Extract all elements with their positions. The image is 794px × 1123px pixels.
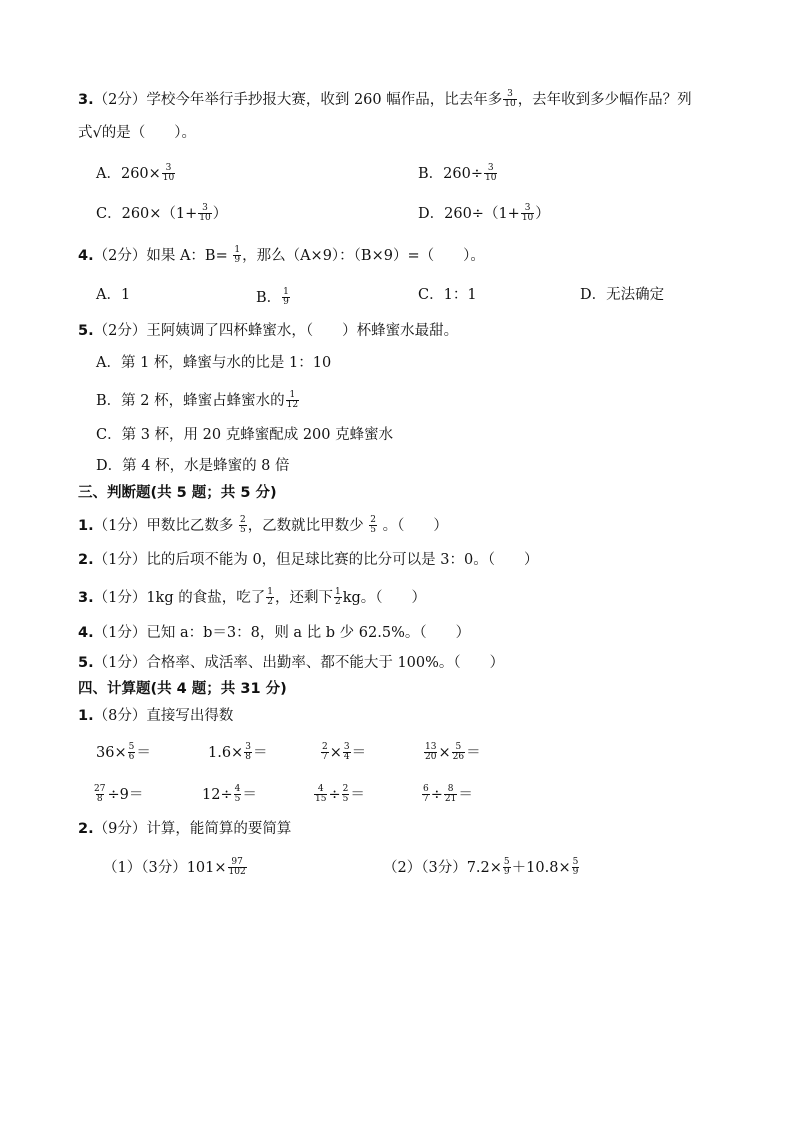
fraction: $\frac{1}{9}$ [283, 287, 289, 308]
section-title-calculation: 四、计算题(共 4 题；共 31 分) [78, 681, 287, 697]
question-number: 5. [78, 323, 94, 339]
fraction: $\frac{2}{5}$ [239, 515, 246, 536]
option-c[interactable]: C．第 3 杯，用 20 克蜂蜜配成 200 克蜂蜜水 [96, 427, 394, 443]
fraction: $\frac{3}{10}$ [199, 203, 211, 224]
question-5: 5.（2分）王阿姨调了四杯蜂蜜水，（ ）杯蜂蜜水最甜。 [78, 323, 459, 339]
fraction: $\frac{3}{10}$ [484, 163, 497, 184]
fraction: $\frac{3}{10}$ [521, 203, 534, 224]
fraction: $\frac{1}{2}$ [334, 587, 341, 608]
option-b[interactable]: B．第 2 杯，蜂蜜占蜂蜜水的 $\frac{1}{12}$ [96, 390, 299, 411]
calc-item: $\frac{6}{7}$ ÷ $\frac{8}{21}$ ＝ [423, 784, 473, 805]
question-number: 3. [78, 91, 94, 108]
question-number: 4. [78, 247, 94, 264]
calc-item: $\frac{4}{15}$ ÷ $\frac{2}{5}$ ＝ [315, 784, 365, 805]
sub-question-1: （1）（3分）101× $\frac{97}{102}$ [103, 857, 246, 878]
judgment-5: 5.（1分）合格率、成活率、出勤率、都不能大于 100%。（ ） [78, 655, 505, 671]
option-b[interactable]: B．260÷ $\frac{3}{10}$ [418, 163, 497, 184]
judgment-3: 3.（1分）1kg 的食盐，吃了 $\frac{1}{2}$ ，还剩下 $\frac{1}{2}$ kg。（ ） [78, 587, 427, 608]
sub-question-2: （2）（3分）7.2× $\frac{5}{9}$ ＋10.8× $\frac{5}{9}$ [383, 857, 579, 878]
fraction: $\frac{1}{9}$ [234, 245, 241, 266]
judgment-4: 4.（1分）已知 a：b＝3：8，则 a 比 b 少 62.5%。（ ） [78, 625, 471, 641]
calc-item: $\frac{2}{7}$ × $\frac{3}{4}$ ＝ [322, 742, 367, 763]
fraction: $\frac{3}{10}$ [504, 89, 516, 110]
fraction: $\frac{2}{5}$ [370, 515, 377, 536]
fraction: $\frac{1}{2}$ [267, 587, 273, 608]
calc-item: $\frac{13}{20}$ × $\frac{5}{26}$ ＝ [425, 742, 481, 763]
option-c[interactable]: C．1：1 [418, 287, 477, 303]
calc-item: 12÷ $\frac{4}{5}$ ＝ [202, 784, 257, 805]
judgment-1: 1.（1分）甲数比乙数多 $\frac{2}{5}$ ，乙数就比甲数少 $\frac{2}{5}$ 。（ ） [78, 515, 448, 536]
fraction: $\frac{1}{12}$ [286, 390, 299, 411]
fraction: $\frac{3}{10}$ [162, 163, 175, 184]
question-4: 4.（2分）如果 A：B= $\frac{1}{9}$ ，那么（A×9）：（B×9）=（ ）。 [78, 245, 485, 266]
calc-item: $\frac{27}{8}$ ÷9＝ [94, 784, 144, 805]
option-d[interactable]: D．无法确定 [580, 287, 665, 303]
question-3-line2: 式√的是（ ）。 [78, 125, 196, 141]
calc-question-1: 1.（8分）直接写出得数 [78, 708, 234, 724]
calc-item: 1.6× $\frac{3}{8}$ ＝ [208, 742, 268, 763]
option-a[interactable]: A．1 [96, 287, 131, 303]
option-a[interactable]: A．第 1 杯，蜂蜜与水的比是 1：10 [96, 355, 332, 371]
question-3: 3.（2分）学校今年举行手抄报大赛，收到 260 幅作品，比去年多 $\frac{3}{10}$ ，去年收到多少幅作品？列 [78, 89, 692, 110]
question-text: （2分）学校今年举行手抄报大赛，收到 260 幅作品，比去年多 [93, 91, 503, 108]
option-c[interactable]: C．260×（1+ $\frac{3}{10}$ ） [96, 203, 228, 224]
calc-item: 36× $\frac{5}{6}$ ＝ [96, 742, 151, 763]
option-a[interactable]: A．260× $\frac{3}{10}$ [96, 163, 175, 184]
option-d[interactable]: D．260÷（1+ $\frac{3}{10}$ ） [418, 203, 550, 224]
calc-question-2: 2.（9分）计算，能简算的要简算 [78, 821, 292, 837]
section-title-judgment: 三、判断题(共 5 题；共 5 分) [78, 485, 277, 501]
judgment-2: 2.（1分）比的后项不能为 0，但足球比赛的比分可以是 3：0。（ ） [78, 552, 539, 568]
option-d[interactable]: D．第 4 杯，水是蜂蜜的 8 倍 [96, 458, 290, 474]
option-b[interactable]: B． $\frac{1}{9}$ [256, 287, 289, 308]
